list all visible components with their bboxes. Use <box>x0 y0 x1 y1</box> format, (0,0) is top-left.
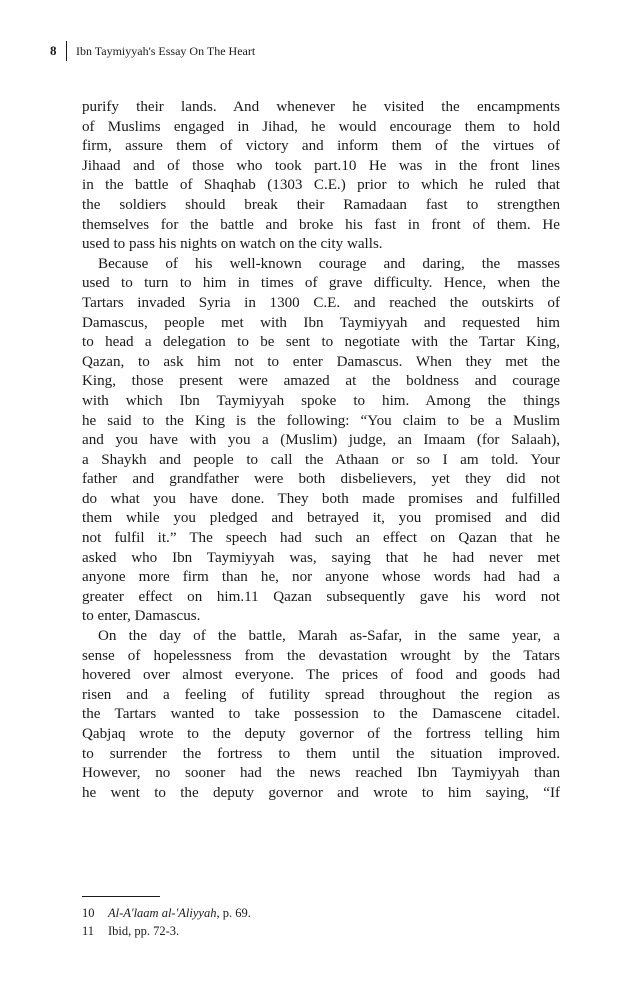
text-line: Because of his well-known courage and daring, the masses <box>98 255 560 272</box>
text-line: themselves for the battle and broke his fast in front of them. He <box>82 216 560 233</box>
text-line: father and grandfather were both disbelievers, yet they did not <box>82 471 560 488</box>
text-line: firm, assure them of victory and inform them of the virtues of <box>82 138 560 155</box>
footnote <box>82 904 251 922</box>
text-line: a Shaykh and people to call the Athaan or so I am told. Your <box>82 451 560 468</box>
text-line: in the battle of Shaqhab (1303 C.E.) prior to which he ruled that <box>82 177 560 194</box>
footnote-citation: , p. 69. <box>216 906 251 920</box>
text-line: the soldiers should break their Ramadaan fast to strengthen <box>82 196 560 213</box>
text-line: to head a delegation to be sent to negotiate with the Tartar King, <box>82 334 560 351</box>
text-line: Jihaad and of those who took part.10 He was in the front lines <box>82 157 560 174</box>
text-line: not fulfil it.” The speech had such an effect on Qazan that he <box>82 530 560 547</box>
text-line: sense of hopelessness from the devastation wrought by the Tatars <box>82 647 560 664</box>
text-line: hovered over almost everyone. The prices of food and goods had <box>82 667 560 684</box>
footnote-source-title: Al-A'laam al-'Aliyyah <box>108 906 217 920</box>
text-line: used to turn to him in times of grave difficulty. Hence, when the <box>82 275 560 292</box>
text-line: he went to the deputy governor and wrote to him saying, “If <box>82 784 560 801</box>
text-line: them while you pledged and betrayed it, you promised and did <box>82 510 560 527</box>
text-line: On the day of the battle, Marah as-Safar, in the same year, a <box>98 628 560 645</box>
running-title: Ibn Taymiyyah's Essay On The Heart <box>76 43 256 58</box>
text-line: do what you have done. They both made promises and fulfilled <box>82 490 560 507</box>
text-line: with which Ibn Taymiyyah spoke to him. Among the things <box>82 392 560 409</box>
footnote-number: 11 <box>82 924 95 938</box>
footnote-number: 10 <box>82 906 95 920</box>
footnote-text <box>108 922 179 940</box>
text-line: risen and a feeling of futility spread throughout the region as <box>82 686 560 703</box>
text-line: to surrender the fortress to them until the situation improved. <box>82 745 560 762</box>
text-line: King, those present were amazed at the boldness and courage <box>82 373 560 390</box>
text-line: and you have with you a (Muslim) judge, an Imaam (for Salaah), <box>82 432 560 449</box>
text-line: to enter, Damascus. <box>82 608 201 625</box>
text-line: Qabjaq wrote to the deputy governor of the fortress telling him <box>82 726 560 742</box>
text-line: Damascus, people met with Ibn Taymiyyah and requested him <box>82 314 560 331</box>
page-number: 8 <box>50 43 57 58</box>
text-line: greater effect on him.11 Qazan subsequently gave his word not <box>82 588 560 605</box>
text-line: Qazan, to ask him not to enter Damascus. When they met the <box>82 353 560 370</box>
text-line: he said to the King is the following: “You claim to be a Muslim <box>82 412 560 429</box>
text-line: anyone more firm than he, nor anyone whose words had had a <box>82 569 560 586</box>
text-line: Tartars invaded Syria in 1300 C.E. and reached the outskirts of <box>82 294 560 311</box>
text-line: asked who Ibn Taymiyyah was, saying that he had never met <box>82 549 560 566</box>
footnotes <box>82 904 251 940</box>
footnote-citation: Ibid, pp. 72-3. <box>108 924 180 938</box>
text-line: purify their lands. And whenever he visited the encampments <box>82 99 560 115</box>
footnote-text <box>108 904 251 922</box>
body-text <box>82 98 560 803</box>
text-line: of Muslims engaged in Jihad, he would encourage them to hold <box>82 118 560 135</box>
header-divider <box>66 41 68 61</box>
text-line: However, no sooner had the news reached Ibn Taymiyyah than <box>82 765 560 782</box>
footnote-divider <box>82 896 160 897</box>
footnote <box>82 922 251 940</box>
text-line: used to pass his nights on watch on the city walls. <box>82 236 383 253</box>
text-line: the Tartars wanted to take possession to the Damascene citadel. <box>82 706 560 723</box>
running-header <box>50 40 255 62</box>
